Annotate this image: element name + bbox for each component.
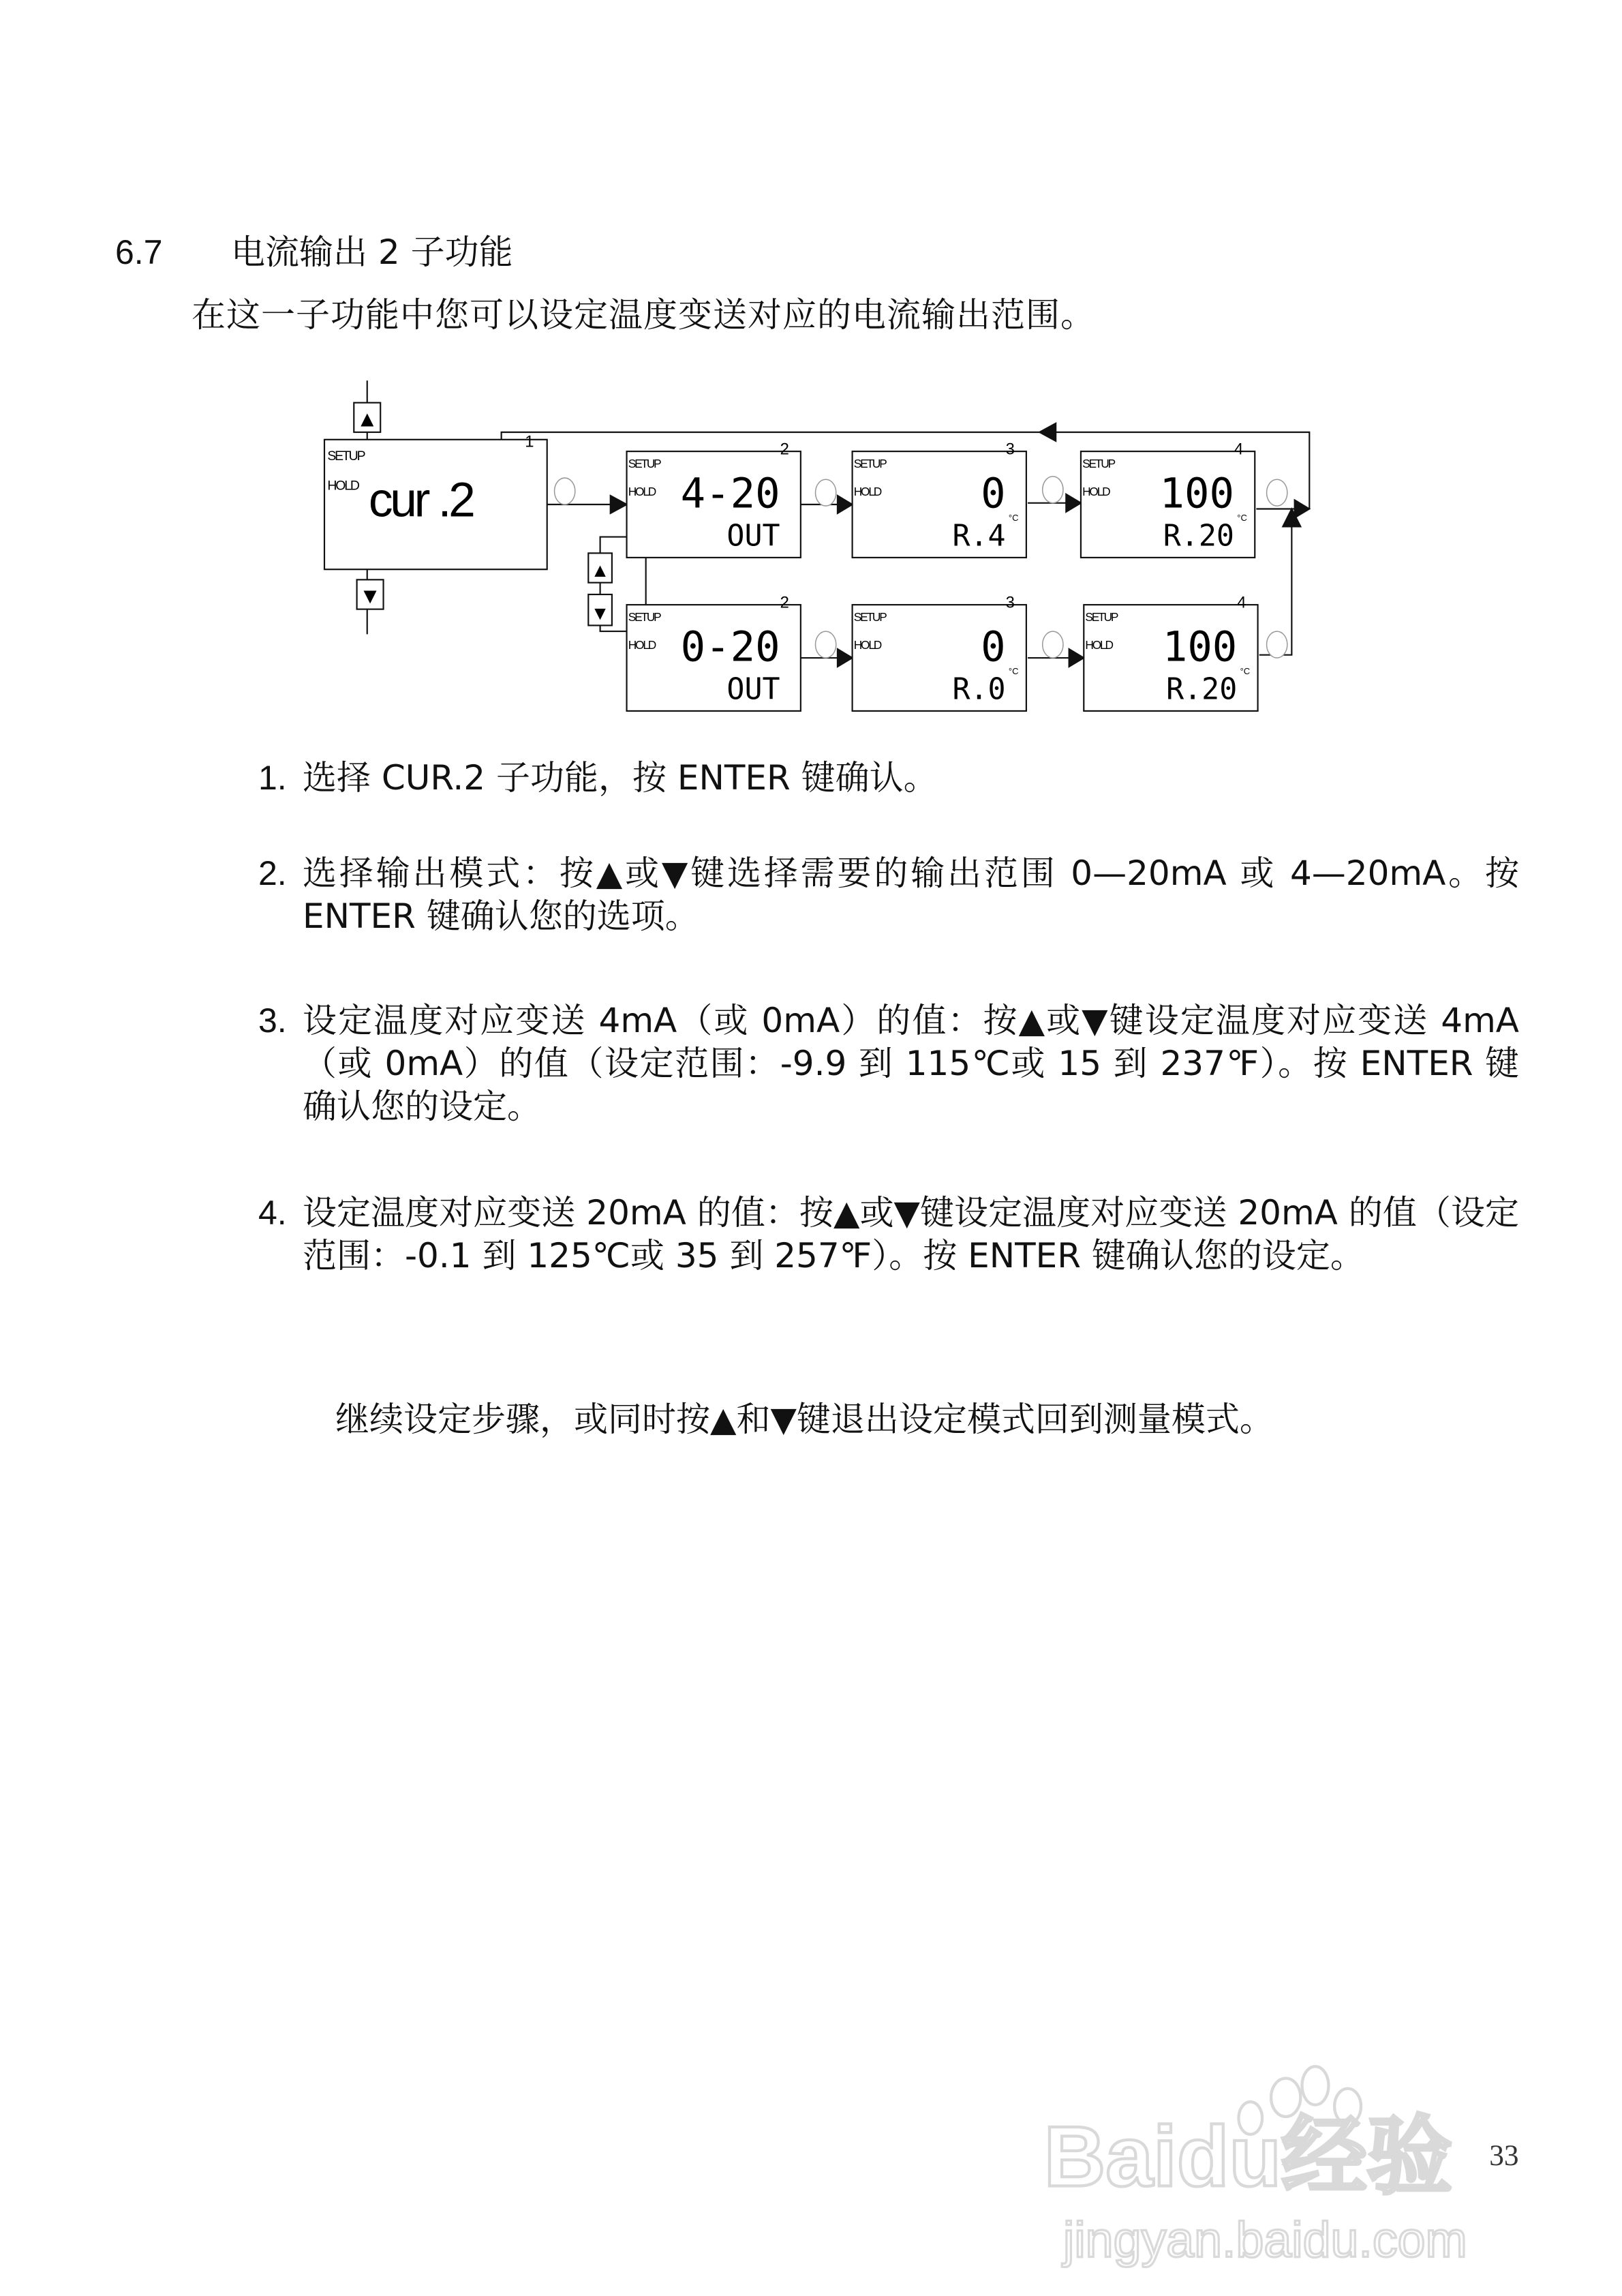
lcd-screen-row1-step-2 <box>627 440 801 557</box>
lcd-main-value: 0 <box>981 470 1006 518</box>
lcd-main-value: 0 <box>981 623 1006 671</box>
down-key-glyph: ▼ <box>590 602 610 624</box>
lcd-sub-value: R.20 <box>1163 519 1234 554</box>
lcd-screen-row2-step-4 <box>1084 593 1257 710</box>
step-text: 选择输出模式：按▲或▼键选择需要的输出范围 0—20mA 或 4—20mA。按 ENTER 键确认您的选项。 <box>303 854 1519 936</box>
lcd-sub-value: OUT <box>726 672 780 707</box>
step-number: 3 <box>1005 440 1015 459</box>
enter-key-icon <box>1267 479 1287 506</box>
arrow-right-icon <box>1295 500 1310 518</box>
page-number: 33 <box>1489 2139 1519 2173</box>
setup-indicator: SETUP <box>853 456 886 470</box>
hold-indicator: HOLD <box>327 478 358 494</box>
hold-indicator: HOLD <box>1085 638 1112 652</box>
intro-text: 在这一子功能中您可以设定温度变送对应的电流输出范围。 <box>192 295 1095 335</box>
arrow-left-icon <box>1039 423 1056 441</box>
step-item <box>258 757 1519 800</box>
arrow-right-icon <box>1066 494 1081 512</box>
lcd-main-value: 100 <box>1159 470 1234 518</box>
watermark-brand: Baidu经验 <box>1043 2108 1453 2205</box>
step-number: 2 <box>780 593 789 612</box>
hold-indicator: HOLD <box>1082 485 1110 499</box>
arrow-right-icon <box>1069 649 1084 667</box>
lcd-sub-value: R.4 <box>952 519 1006 554</box>
lcd-sub-value: R.20 <box>1166 672 1238 707</box>
lcd-main-value: 4-20 <box>680 470 780 518</box>
up-key-glyph: ▲ <box>356 406 378 432</box>
lcd-screen-row1-step-4 <box>1081 440 1255 557</box>
footer-instruction: 继续设定步骤，或同时按▲和▼键退出设定模式回到测量模式。 <box>335 1400 1274 1439</box>
setup-indicator: SETUP <box>853 609 886 624</box>
step-number: 1. <box>258 759 287 797</box>
enter-key-icon <box>1267 631 1287 658</box>
watermark-url: jingyan.baidu.com <box>1062 2211 1467 2268</box>
step-item <box>258 1192 1519 1278</box>
enter-key-icon <box>815 479 836 506</box>
enter-key-icon <box>1043 631 1063 658</box>
step-number: 2. <box>258 854 287 892</box>
setup-indicator: SETUP <box>327 449 365 464</box>
hold-indicator: HOLD <box>853 638 881 652</box>
arrow-right-icon <box>838 496 853 513</box>
step-text: 选择 CUR.2 子功能，按 ENTER 键确认。 <box>303 758 938 798</box>
lcd-main-value: 100 <box>1162 623 1238 671</box>
lcd-main-value: cur .2 <box>368 472 473 528</box>
step-number: 2 <box>780 440 789 459</box>
step-number: 4 <box>1234 440 1244 459</box>
down-key-glyph: ▼ <box>359 583 382 608</box>
lcd-screen-row2-step-2 <box>627 593 801 710</box>
unit-celsius: °C <box>1237 512 1247 523</box>
lcd-main-value: 0-20 <box>680 623 780 671</box>
hold-indicator: HOLD <box>628 485 656 499</box>
hold-indicator: HOLD <box>853 485 881 499</box>
enter-key-icon <box>1043 477 1063 503</box>
unit-celsius: °C <box>1008 512 1019 523</box>
lcd-screen-row1-step-3 <box>853 440 1026 557</box>
enter-key-icon <box>555 478 575 504</box>
unit-celsius: °C <box>1240 665 1251 676</box>
step-item <box>258 852 1519 938</box>
lcd-screen-cur2 <box>324 433 547 570</box>
setup-indicator: SETUP <box>1082 456 1114 470</box>
arrow-right-icon <box>611 496 627 513</box>
hold-indicator: HOLD <box>628 638 656 652</box>
baidu-jingyan-watermark <box>1044 2066 1467 2267</box>
section-number: 6.7 <box>115 233 163 271</box>
unit-celsius: °C <box>1008 665 1019 676</box>
step-number: 4 <box>1237 593 1246 612</box>
lcd-sub-value: OUT <box>726 519 780 554</box>
setup-indicator: SETUP <box>628 609 660 624</box>
arrow-right-icon <box>838 649 853 667</box>
step-text: 设定温度对应变送 20mA 的值：按▲或▼键设定温度对应变送 20mA 的值（设定范围：-0.1 到 125℃或 35 到 257℉）。按 ENTER 键确认您的设定。 <box>303 1193 1519 1275</box>
step-number: 3 <box>1005 593 1015 612</box>
step-number: 4. <box>258 1194 287 1232</box>
enter-key-icon <box>815 631 836 658</box>
step-number: 1 <box>525 432 534 451</box>
step-text: 设定温度对应变送 4mA（或 0mA）的值：按▲或▼键设定温度对应变送 4mA（或 0mA）的值（设定范围：-9.9 到 115℃或 15 到 237℉）。按 ENTER 键确认您的设定。 <box>303 1001 1519 1126</box>
lcd-screen-row2-step-3 <box>853 593 1026 710</box>
step-item <box>258 999 1519 1128</box>
up-key-glyph: ▲ <box>590 560 610 581</box>
setup-indicator: SETUP <box>628 456 660 470</box>
setup-indicator: SETUP <box>1085 609 1118 624</box>
lcd-sub-value: R.0 <box>952 672 1006 707</box>
section-title: 电流输出 2 子功能 <box>231 232 513 272</box>
step-number: 3. <box>258 1001 287 1040</box>
